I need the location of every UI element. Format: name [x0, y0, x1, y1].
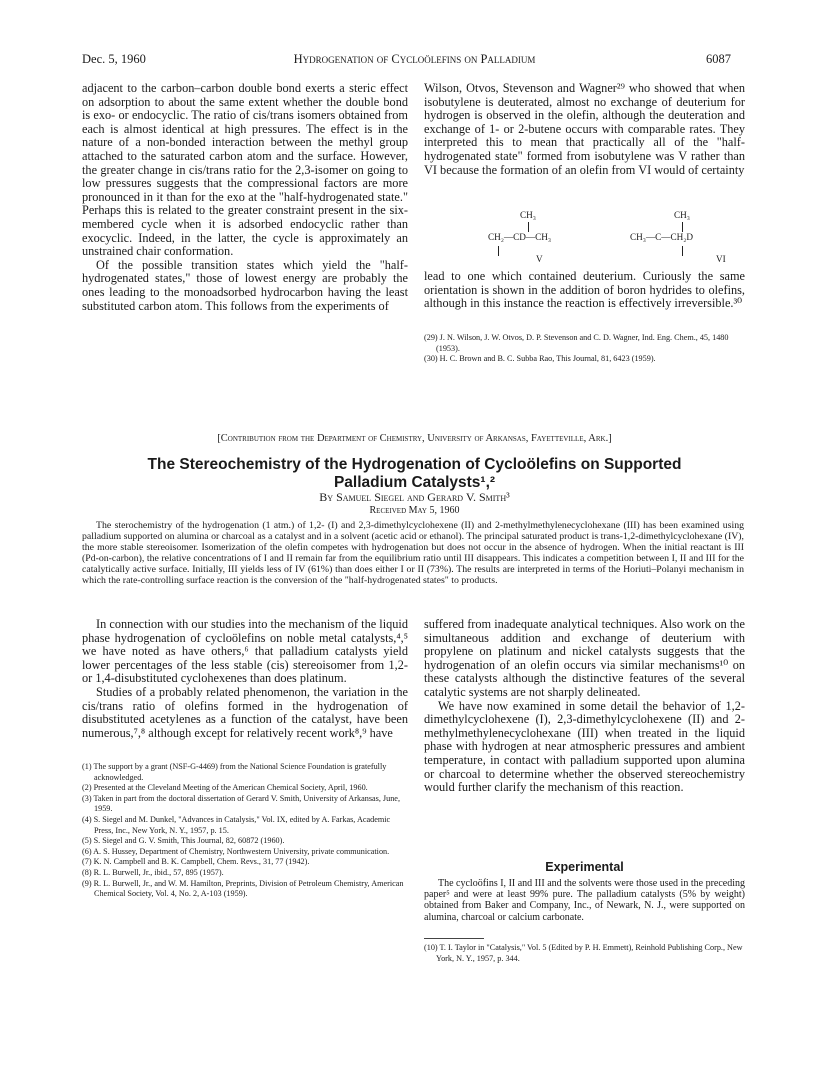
footnote: (6) A. S. Hussey, Department of Chemistry, Northwestern University, private communication. — [82, 846, 390, 856]
paragraph: Studies of a probably related phenomenon, the variation in the cis/trans ratio of olefins formed in the hydrogenation of disubstituted acetylenes as a function of the catalyst, have been numerous,⁷,⁸ although except for relatively recent work⁸,⁹ have — [82, 684, 408, 740]
contribution-line: [Contribution from the Department of Chemistry, University of Arkansas, Fayetteville, Ark.] — [217, 433, 612, 444]
structure-vi-chain: CH₃—C—CH₂D — [630, 232, 694, 242]
top-footnotes — [424, 333, 745, 365]
footnote: (8) R. L. Burwell, Jr., ibid., 57, 895 (1957). — [82, 867, 224, 877]
received-date: Received May 5, 1960 — [369, 505, 460, 516]
paragraph: In connection with our studies into the mechanism of the liquid phase hydrogenation of cycloölefins on noble metal catalysts,⁴,⁵ we have noted as have others,⁶ that palladium catalysts yield lower percentages of the less stable (cis) stereoisomer from 1,2- or 1,4-disubstituted cyclohexenes than does platinum. — [82, 617, 408, 686]
structure-v-chain: CH₂—CD—CH₃ — [488, 232, 552, 242]
footnote: (29) J. N. Wilson, J. W. Otvos, D. P. Stevenson and C. D. Wagner, Ind. Eng. Chem., 45, 1480 (1953). — [424, 333, 729, 353]
body-left-column — [82, 618, 408, 740]
paragraph: suffered from inadequate analytical techniques. Also work on the simultaneous addition and exchange of deuterium with propylene on platinum and nickel catalysts suggests that the hydrogenation of an olefin occurs via similar mechanisms¹⁰ on these catalysts although the distinctive features of the several catalytic systems are not sharply delineated. — [424, 617, 745, 699]
footnote: (10) T. I. Taylor in "Catalysis," Vol. 5 (Edited by P. H. Emmett), Reinhold Publishing Corp., New York, N. Y., 1957, p. 344. — [424, 943, 743, 963]
footnote: (5) S. Siegel and G. V. Smith, This Journal, 82, 60872 (1960). — [82, 836, 285, 846]
bond-line — [528, 222, 529, 232]
bottom-right-footnote — [424, 943, 745, 964]
footnote: (7) K. N. Campbell and B. K. Campbell, Chem. Revs., 31, 77 (1942). — [82, 857, 310, 867]
running-title: Hydrogenation of Cycloölefins on Palladium — [293, 52, 536, 66]
footnote: (30) H. C. Brown and B. C. Subba Rao, This Journal, 81, 6423 (1959). — [424, 354, 656, 364]
page-number: 6087 — [706, 52, 731, 66]
article-title: The Stereochemistry of the Hydrogenation of Cycloölefins on Supported Palladium Catalysts¹,² — [147, 456, 682, 491]
bond-line — [682, 246, 683, 256]
structure-vi-label: VI — [716, 254, 726, 264]
bond-line — [498, 246, 499, 256]
bond-line — [682, 222, 683, 232]
paragraph: lead to one which contained deuterium. Curiously the same orientation is shown in the addition of boron hydrides to olefins, although in this instance the reaction is effectively irreversible.³⁰ — [424, 269, 745, 311]
paragraph: adjacent to the carbon–carbon double bond exerts a steric effect on adsorption to about the same extent whether the double bond is exo- or endocyclic. The ratio of cis/trans isomers obtained from each is almost identical at high pressures. The effect is in the nature of a non-bonded interaction between the methyl group attached to the saturated carbon atom and the surface. However, the greater change in cis/trans ratio for the 2,3-isomer on going to low pressures suggests that the compressional factors are more pronounced in it than for the exo at the "half-hydrogenated state." Perhaps this is related to the greater constraint present in the six-membered cycle when it is adsorbed endocyclic rather than exocyclic. Indeed, in the latter, the cycle is approximately an unstrained chair conformation. — [82, 81, 408, 259]
authors: By Samuel Siegel and Gerard V. Smith³ — [319, 490, 510, 504]
bottom-left-footnotes — [82, 762, 408, 900]
experimental-text: The cycloöfins I, II and III and the solvents were those used in the preceding paper⁵ and were at least 99% pure. The palladium catalysts (5% by weight) obtained from Baker and Company, Inc., of Newark, N. J., were supported on alumina, charcoal or calcium carbonate. — [424, 878, 745, 923]
footnote: (4) S. Siegel and M. Dunkel, "Advances in Catalysis," Vol. IX, edited by A. Farkas, Academic Press, Inc., New York, N. Y., 1957, p. 15. — [82, 814, 391, 835]
body-right-column — [424, 618, 745, 795]
top-right-column-continued — [424, 270, 745, 311]
paragraph: We have now examined in some detail the behavior of 1,2-dimethylcyclohexene (I), 2,3-dimethylcyclohexene (II) and 2-methylmethylenecyclohexane (III) when treated in the liquid phase with hydrogen at near atmospheric pressures and ambient temperature, in contact with palladium supported upon alumina or charcoal to determine whether the observed stereochemistry would further clarify the mechanism of this reaction. — [424, 698, 745, 795]
structure-v-methyl: CH₃ — [520, 210, 536, 220]
footnote: (9) R. L. Burwell, Jr., and W. M. Hamilton, Preprints, Division of Petroleum Chemistry, American Chemical Society, Vol. 4, No. 2, A-103 (1959). — [82, 878, 404, 899]
structure-v-label: V — [536, 254, 543, 264]
header-date: Dec. 5, 1960 — [82, 52, 146, 66]
footnote: (3) Taken in part from the doctoral dissertation of Gerard V. Smith, University of Arkansas, June, 1959. — [82, 793, 400, 814]
top-left-column — [82, 82, 408, 313]
footnote: (1) The support by a grant (NSF-G-4469) from the National Science Foundation is gratefully acknowledged. — [82, 762, 387, 782]
top-right-column — [424, 82, 745, 177]
paragraph: Wilson, Otvos, Stevenson and Wagner²⁹ who showed that when isobutylene is deuterated, almost no exchange of deuterium for hydrogen is observed in the olefin, although the deuteration and exchange of 1- or 2-butene occurs with comparable rates. They interpreted this to mean that practically all of the "half-hydrogenated state" formed from isobutylene was V rather than VI because the formation of an olefin from VI would of certainty — [424, 81, 745, 177]
footnote-divider — [424, 938, 484, 939]
structure-vi-methyl: CH₃ — [674, 210, 690, 220]
abstract: The sterochemistry of the hydrogenation (1 atm.) of 1,2- (I) and 2,3-dimethylcyclohexene (II) and 2-methylmethylenecyclohexane (III) has been examined using palladium supported on alumina or charcoal as a catalyst and in a solvent (acetic acid or ethanol). The principal saturated product is trans-1,2-dimethylcyclohexane (IV), the more stable stereoisomer. Isomerization of the olefin competes with hydrogenation but does not occur in the absence of hydrogen. When the initial reactant is III (Pd-on-carbon), the relative concentrations of I and II remain far from the equilibrium ratio until III disappears. This indicates a competition between I, II and III for the catalytically active surface. Initially, III yields less of IV (61%) than does either I or II (73%). The results are interpreted in terms of the Horiuti–Polanyi mechanism in which the rate-controlling surface reaction is the conversion of the "half-hydrogenated states" to products. — [82, 520, 744, 587]
footnote: (2) Presented at the Cleveland Meeting of the American Chemical Society, April, 1960. — [82, 783, 368, 793]
experimental-heading: Experimental — [545, 860, 624, 874]
paragraph: Of the possible transition states which yield the "half-hydrogenated states," those of lowest energy are probably the ones leading to the monoadsorbed hydrocarbon having the least substituted carbon atom. This follows from the experiments of — [82, 257, 408, 313]
